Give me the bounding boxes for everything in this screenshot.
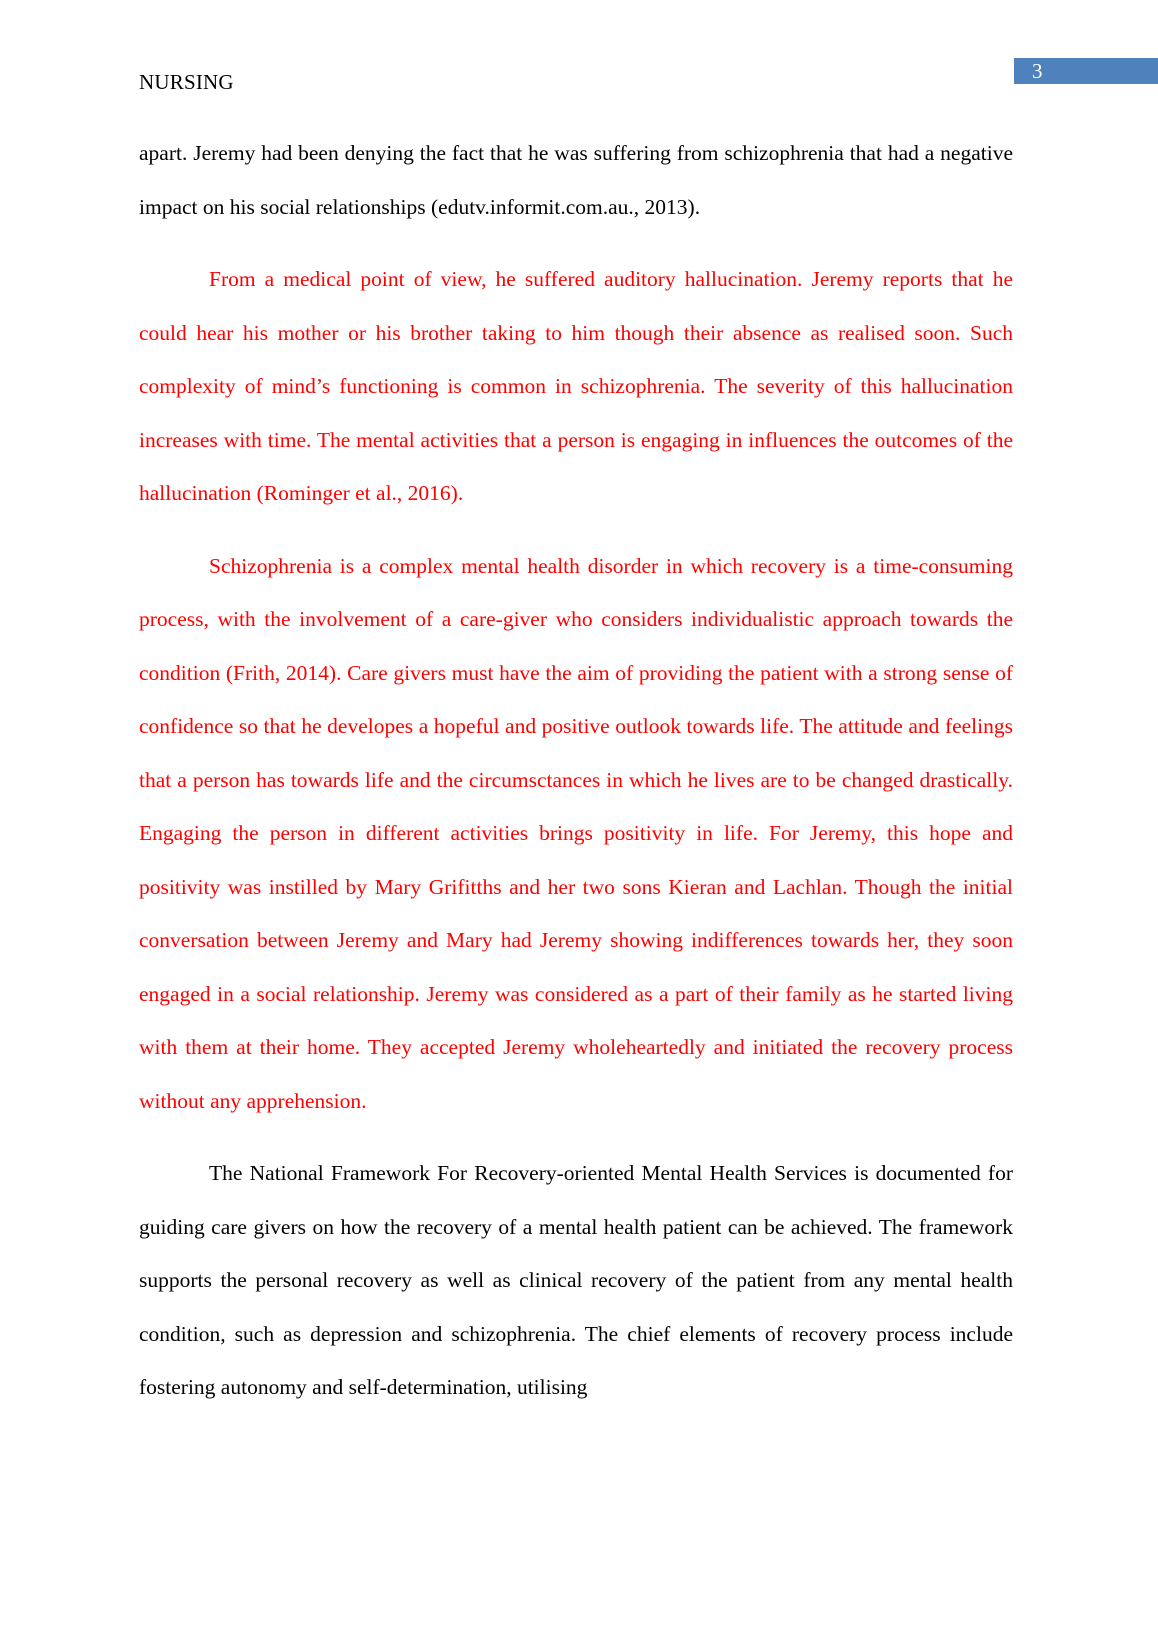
page-number: 3 — [1032, 59, 1043, 83]
page-number-bar — [1014, 58, 1158, 84]
running-head: NURSING — [139, 70, 234, 94]
document-body — [139, 127, 1013, 1434]
paragraph-hallucination: From a medical point of view, he suffered auditory hallucination. Jeremy reports that he could hear his mother or his brother taking to him though their absence as realised soon. Such complexity of mind’s functioning is common in schizophrenia. The severity of this hallucination increases with time. The mental activities that a person is engaging in influences the outcomes of the hallucination (Rominger et al., 2016). — [139, 267, 1013, 505]
paragraph-recovery-process: Schizophrenia is a complex mental health disorder in which recovery is a time-consuming process, with the involvement of a care-giver who considers individualistic approach towards the condition (Frith, 2014). Care givers must have the aim of providing the patient with a strong sense of confidence so that he developes a hopeful and positive outlook towards life. The attitude and feelings that a person has towards life and the circumsctances in which he lives are to be changed drastically. Engaging the person in different activities brings positivity in life. For Jeremy, this hope and positivity was instilled by Mary Grifitths and her two sons Kieran and Lachlan. Though the initial conversation between Jeremy and Mary had Jeremy showing indifferences towards her, they soon engaged in a social relationship. Jeremy was considered as a part of their family as he started living with them at their home. They accepted Jeremy wholeheartedly and initiated the recovery process without any apprehension. — [139, 553, 1013, 1113]
paragraph-continued: apart. Jeremy had been denying the fact that he was suffering from schizophrenia that had a negative impact on his social relationships (edutv.informit.com.au., 2013). — [139, 141, 1013, 219]
paragraph-national-framework: The National Framework For Recovery-oriented Mental Health Services is documented for guiding care givers on how the recovery of a mental health patient can be achieved. The framework supports the personal recovery as well as clinical recovery of the patient from any mental health condition, such as depression and schizophrenia. The chief elements of recovery process include fostering autonomy and self-determination, utilising — [139, 1161, 1013, 1399]
